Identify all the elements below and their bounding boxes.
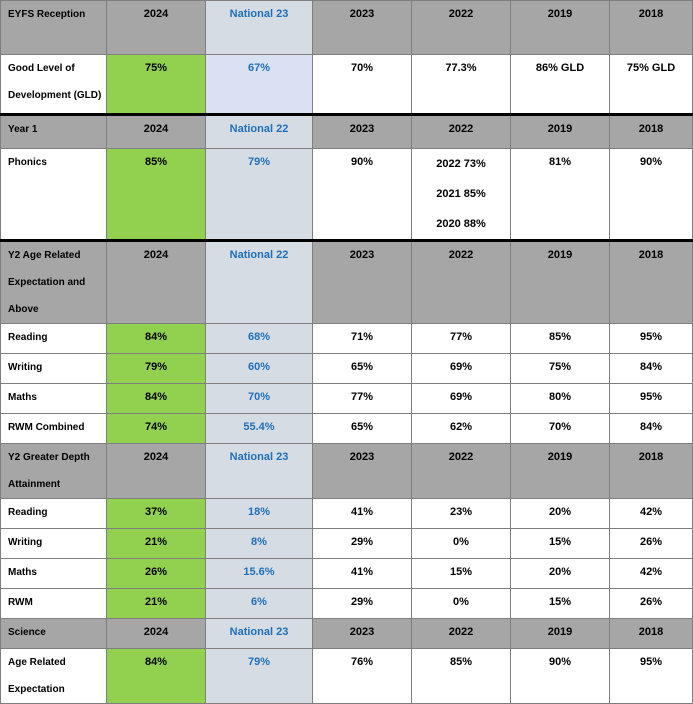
table-row xyxy=(1,649,693,704)
current-value: 21% xyxy=(107,589,206,619)
national-value: 79% xyxy=(206,649,313,704)
header-year: 2023 xyxy=(313,444,412,499)
year-value: 70% xyxy=(511,414,610,444)
header-label: Y2 Age Related Expectation and Above xyxy=(1,241,107,324)
year-value: 41% xyxy=(313,499,412,529)
year-value: 26% xyxy=(610,529,693,559)
header-national: National 22 xyxy=(206,115,313,149)
header-year: 2018 xyxy=(610,115,693,149)
table-row xyxy=(1,384,693,414)
header-year: 2018 xyxy=(610,619,693,649)
year-value: 77.3% xyxy=(412,55,511,115)
national-value: 79% xyxy=(206,149,313,241)
year-value: 0% xyxy=(412,589,511,619)
year-value: 85% xyxy=(412,649,511,704)
row-label: Maths xyxy=(1,384,107,414)
table-row xyxy=(1,529,693,559)
row-label: Age Related Expectation xyxy=(1,649,107,704)
header-national: National 23 xyxy=(206,619,313,649)
table-row xyxy=(1,324,693,354)
year-value: 95% xyxy=(610,649,693,704)
header-year: 2022 xyxy=(412,444,511,499)
header-year: 2018 xyxy=(610,1,693,55)
year-value: 76% xyxy=(313,649,412,704)
header-year: 2023 xyxy=(313,1,412,55)
national-value: 6% xyxy=(206,589,313,619)
year-value: 26% xyxy=(610,589,693,619)
section-header-science xyxy=(1,619,693,649)
header-year: 2022 xyxy=(412,241,511,324)
table-row xyxy=(1,499,693,529)
header-current-year: 2024 xyxy=(107,115,206,149)
header-year: 2019 xyxy=(511,444,610,499)
header-year: 2019 xyxy=(511,115,610,149)
year-value: 85% xyxy=(511,324,610,354)
header-year: 2019 xyxy=(511,619,610,649)
year-value: 69% xyxy=(412,354,511,384)
year-value: 80% xyxy=(511,384,610,414)
table-row-gld xyxy=(1,55,693,115)
national-value: 60% xyxy=(206,354,313,384)
row-label: Good Level of Development (GLD) xyxy=(1,55,107,115)
row-label: Phonics xyxy=(1,149,107,241)
year-value-line: 2022 73% xyxy=(436,158,486,170)
header-year: 2023 xyxy=(313,241,412,324)
national-value: 18% xyxy=(206,499,313,529)
header-current-year: 2024 xyxy=(107,241,206,324)
header-year: 2022 xyxy=(412,619,511,649)
year-value: 77% xyxy=(313,384,412,414)
header-national: National 22 xyxy=(206,241,313,324)
current-value: 26% xyxy=(107,559,206,589)
table-row xyxy=(1,354,693,384)
year-value: 42% xyxy=(610,559,693,589)
row-label: Reading xyxy=(1,499,107,529)
header-year: 2023 xyxy=(313,619,412,649)
national-value: 15.6% xyxy=(206,559,313,589)
header-current-year: 2024 xyxy=(107,1,206,55)
header-year: 2018 xyxy=(610,444,693,499)
national-value: 67% xyxy=(206,55,313,115)
year-value: 29% xyxy=(313,529,412,559)
header-national: National 23 xyxy=(206,1,313,55)
year-value: 42% xyxy=(610,499,693,529)
year-value: 95% xyxy=(610,324,693,354)
header-current-year: 2024 xyxy=(107,444,206,499)
section-header-year1 xyxy=(1,115,693,149)
current-value: 37% xyxy=(107,499,206,529)
section-header-eyfs xyxy=(1,1,693,55)
table-row xyxy=(1,559,693,589)
table-row-phonics xyxy=(1,149,693,241)
year-value: 90% xyxy=(313,149,412,241)
year-value: 15% xyxy=(511,529,610,559)
table-row xyxy=(1,589,693,619)
year-value-line: 2020 88% xyxy=(436,218,486,230)
year-value: 90% xyxy=(610,149,693,241)
year-value: 75% xyxy=(511,354,610,384)
current-value: 74% xyxy=(107,414,206,444)
year-value: 75% GLD xyxy=(610,55,693,115)
year-value: 20% xyxy=(511,559,610,589)
header-label: Year 1 xyxy=(1,115,107,149)
current-value: 75% xyxy=(107,55,206,115)
current-value: 84% xyxy=(107,649,206,704)
year-value: 65% xyxy=(313,414,412,444)
header-year: 2019 xyxy=(511,241,610,324)
year-value: 84% xyxy=(610,354,693,384)
year-value: 86% GLD xyxy=(511,55,610,115)
year-value: 29% xyxy=(313,589,412,619)
header-year: 2022 xyxy=(412,1,511,55)
year-value: 95% xyxy=(610,384,693,414)
year-value: 69% xyxy=(412,384,511,414)
national-value: 55.4% xyxy=(206,414,313,444)
header-year: 2018 xyxy=(610,241,693,324)
year-value-line: 2021 85% xyxy=(436,188,486,200)
year-value: 62% xyxy=(412,414,511,444)
year-value: 15% xyxy=(412,559,511,589)
national-value: 70% xyxy=(206,384,313,414)
current-value: 84% xyxy=(107,384,206,414)
year-value: 23% xyxy=(412,499,511,529)
year-value-multiline xyxy=(412,149,511,241)
current-value: 21% xyxy=(107,529,206,559)
header-label: EYFS Reception xyxy=(1,1,107,55)
row-label: Writing xyxy=(1,529,107,559)
year-value: 0% xyxy=(412,529,511,559)
national-value: 68% xyxy=(206,324,313,354)
header-label: Y2 Greater Depth Attainment xyxy=(1,444,107,499)
current-value: 85% xyxy=(107,149,206,241)
header-year: 2023 xyxy=(313,115,412,149)
current-value: 84% xyxy=(107,324,206,354)
header-national: National 23 xyxy=(206,444,313,499)
header-current-year: 2024 xyxy=(107,619,206,649)
row-label: Maths xyxy=(1,559,107,589)
row-label: Reading xyxy=(1,324,107,354)
year-value: 90% xyxy=(511,649,610,704)
row-label: Writing xyxy=(1,354,107,384)
year-value: 84% xyxy=(610,414,693,444)
year-value: 71% xyxy=(313,324,412,354)
current-value: 79% xyxy=(107,354,206,384)
national-value: 8% xyxy=(206,529,313,559)
year-value: 41% xyxy=(313,559,412,589)
row-label: RWM xyxy=(1,589,107,619)
section-header-y2-greater-depth xyxy=(1,444,693,499)
year-value: 15% xyxy=(511,589,610,619)
header-label: Science xyxy=(1,619,107,649)
row-label: RWM Combined xyxy=(1,414,107,444)
table-row xyxy=(1,414,693,444)
year-value: 70% xyxy=(313,55,412,115)
year-value: 81% xyxy=(511,149,610,241)
header-year: 2019 xyxy=(511,1,610,55)
section-header-y2-are xyxy=(1,241,693,324)
header-year: 2022 xyxy=(412,115,511,149)
year-value: 20% xyxy=(511,499,610,529)
year-value: 77% xyxy=(412,324,511,354)
year-value: 65% xyxy=(313,354,412,384)
